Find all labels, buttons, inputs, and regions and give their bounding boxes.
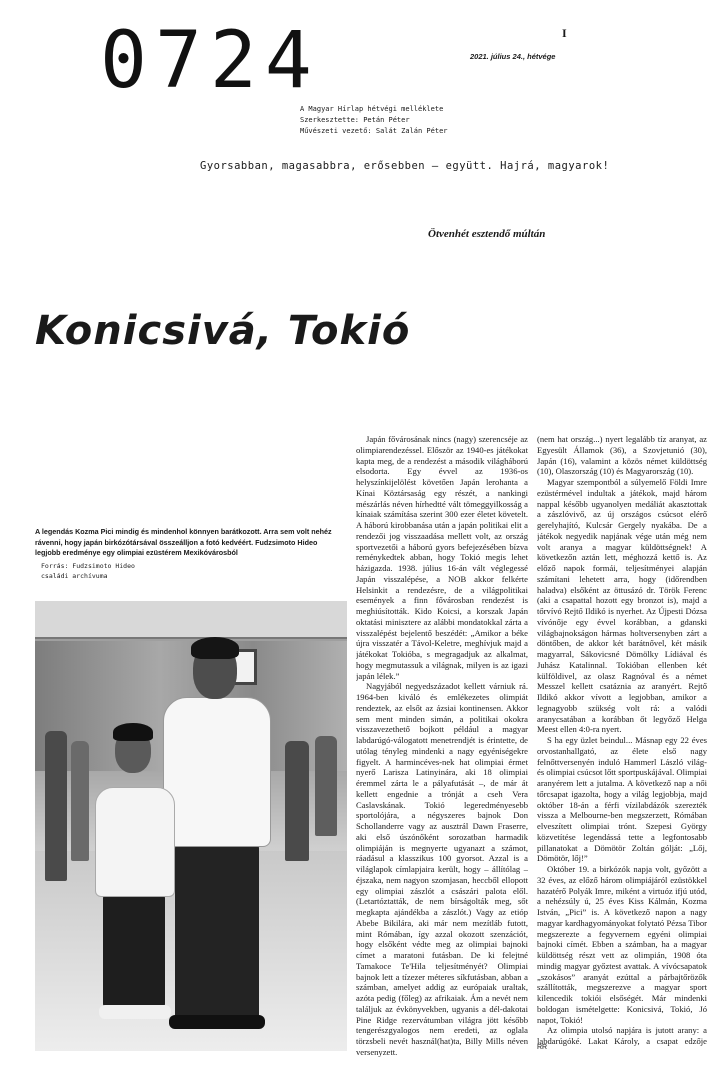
article-paragraph: [356, 1058, 528, 1060]
photo-tall-man-hair: [191, 637, 239, 659]
photo-background-figure: [71, 741, 89, 861]
article-paragraph: Magyar szempontból a súlyemelő Földi Imre ezüstérmével indultak a játékok, majd három nappal később ugyanolyen medáliát akasztottak a zászlóvivő, az új országos csúcsot elérő gerelyhajító, Kulcsár Gergely nyakába. De a játékok negyedik napjának vége után még nem volt aranya a magyar küldöttségnek! A következőn aztán lett, méghozzá kettő is. Az előző napok formái, teljesítményei alapján számítani lehetett arra, hogy (időrendben haladva) elsőként az öttusázó dr. Török Ferenc (aki a csapattal hozott egy bronzot is), majd a tőrvívó Rejtő Ildikó is nyerhet. Az Újpesti Dózsa vívónője egy évvel korábban, a gdanski világbajnokságon hármas holtversenyben zárt a döntőben, de akkor két barátnővel, két másik magyarral, Sákovicsné Dömölky Lídiával és Juhász Katalinnal. Tokióban ellenben két külföldivel, az olasz Ragnóval és a német Messzel kellett csatáznia az aranyért. Rejtő Ildikó akkor vívott a legjobban, amikor a legnagyobb szükség volt rá: a valódi aranycsatában a korábban őt legyőző Helga Meest ellen 4:0-ra nyert.: [537, 477, 707, 735]
credits-publication: A Magyar Hírlap hétvégi melléklete: [300, 105, 444, 113]
article-paragraph: S ha egy üzlet beindul... Másnap egy 22 éves orvostanhallgató, az élete első nagy felnőttversenyén induló Hammerl László világ- és olimpiai csúcsot lőtt sportpuskájával. Olimpiai aranyérem lett a jutalma. A következő nap a női tőrcsapat igazolta, hogy a világ legjobbja, majd október 18-án a férfi vízilabdázók szerezték vissza a Melbourne-ben megszerzett, Rómában elveszített olimpiai trónt. Szepesi György közvetítése legendássá tette a legfontosabb pillanatokat a Dömötör Zoltán gólját: „Lőj, Dömötör, lőj!”: [537, 735, 707, 864]
photo-source: [35, 561, 340, 581]
article-paragraph: Nagyjából negyedszázadot kellett várniuk rá. 1964-ben kiváló és emlékezetes olimpiát rendeztek, az elsőt az ázsiai kontinensen. Akkor sem ment minden simán, a politikai okokra visszavezethető bojkott például a magyar labdarúgó-válogatott menetrendjét is érintette, de utólag tényleg mindenki a nagy egyéniségekre figyelt. A harmincéves-nek hat olimpiai érmet nyerő Larisza Latinyinára, aki 18 olimpiai éremmel zárta le a pályafutását –, de már át kellett engednie a trónját a cseh Vera Caslavskának. Tokió legeredményesebb sportolójára, a négyszeres bajnok Don Schollanderre vagy az ausztrál Dawn Fraserre, aki első úszónőként sorozatban harmadik olimpiáján is megnyerte ugyanazt a számot, ráadásul a klasszikus 100 gyorsot. Azzal is a világlapok címlapjaira került, hogy – állítólag – éjszaka, nem nagyon szomjasan, heccből ellopott egy olimpiai zászlót a császári palota elől. (Letartóztatták, de nem bírságolták meg, sőt megkapta ajándékba a zászlót.) Vagy az etióp Abebe Bikilára, aki már nem mezítláb futott, mint Rómában, így azzal okozott szenzációt, hogy elsőként védte meg az olimpiai bajnoki címet a maratoni futásban. De ki felejtné Tamakoce Te'Hila teljesítményét? Olimpiai bajnok lett a tízezer méteres síkfutásban, abban a számban, amelyet addig az európaiak uraltak, azóta pedig (főleg) az afrikaiak. Ám a nevét nem találjuk az évkönyvekben, ugyanis a dél-dakotai Pine Ridge rezervátumban világra jött később tengerészgyalogos nem eredeti, az oglala törzsbeli nevét használ(hat)ta, Billy Mills néven versenyzett.: [356, 681, 528, 1057]
photo-source-line-1: Forrás: Fudzsimoto Hideo: [41, 561, 135, 570]
article-column-1: [356, 434, 528, 1059]
article-paragraph: Október 19. a birkózók napja volt, győzött a 32 éves, az előző három olimpiájáról ezüstökkel hazatérő Polyák Imre, miként a virtuóz ifjú utód, a nehézsúly ú, 25 éves Kiss Kálmán, Kozma István, „Pici” is. A következő napon a nagy magyar kardhagyományokat folytató Pézsa Tibor megszerezte a fegyvernem egyéni olimpiai bajnoki címét. Ebben a számban, ha a magyar küldöttség részt vett az olimpián, 1908 óta mindig magyar győztest avattak. A vívócsapatok „szokásos” aranyát ezúttal a párbajtőrözők szállították, megszerezve a magyar sport kilencedik tokiói elsőségét. Már mindenki boldogan ismételgette: Konicsivá, Tokió, Jó napot, Tokió!: [537, 864, 707, 1025]
issue-date: 2021. július 24., hétvége: [470, 52, 556, 61]
credits-editor: Szerkesztette: Petán Péter: [300, 116, 410, 124]
photo-tall-man-shirt: [163, 697, 271, 847]
photo-ceiling: [35, 601, 347, 639]
editorial-credits: [300, 104, 448, 137]
photo-background-figure: [45, 731, 67, 881]
article-paragraph: Japán fővárosának nincs (nagy) szerencséje az olimpiarendezéssel. Először az 1940-es játékokat kapta meg, de a rendezést a második világháború elsodorta. Egy évvel az 1936-os helyszínkijelölést követően Japán lerohanta a Kínai Köztársaság egy részét, a nankingi mészárlás néven hírhedtté vált tömeggyilkosság a kínaiak számítása szerint 300 ezer életet követelt. A háború kirobbanása után a japán politikai elit a rendezői jog visszaadása mellett volt, az ország sportvezetői a háború gyors befejezésében bízva reménykedtek abban, hogy Tokió megis lehet házigazda. 1938. július 16-án vált véglegessé Japán visszalépése, a NOB akkor felkérte Helsinkit a rendezésre, de a világpolitikai események a finn fővárosban rendezést is meghiúsították. Kido Koicsi, a korszak Japán oktatási minisztere az alábbi mondatokkal zárta a visszalépést bejelentő beszédét: „Amikor a béke újra visszatér a Távol-Keletre, meghívjuk majd a játékokat Tokióba, s megragadjuk az alkalmat, hogy megmutassuk a világnak, milyen is az igazi japán lélek.”: [356, 434, 528, 681]
photo-short-man-shirt: [95, 787, 175, 897]
page-number: I: [562, 26, 567, 40]
slogan: Gyorsabban, magasabbra, erősebben – együtt. Hajrá, magyarok!: [200, 160, 610, 172]
photo-source-line-2: családi archívuma: [41, 571, 108, 580]
photo-background-figure: [285, 741, 309, 861]
photo-short-man-shoes: [99, 1005, 171, 1019]
article-photo: [35, 601, 347, 1051]
issue-number: 0724: [100, 16, 320, 106]
article-paragraph: Az olimpia utolsó napjára is jutott arany: a labdarúgóké. Lakat Károly, a csapat edzője: [537, 1025, 707, 1046]
article-paragraph: (nem hat ország...) nyert legalább tíz aranyat, az Egyesült Államok (36), a Szovjetunió (30), Japán (16), valamint a közös német küldöttség (10), Olaszország (10) és Magyarország (10).: [537, 434, 707, 477]
photo-background-figure: [315, 736, 337, 836]
photo-tall-man-shoes: [169, 1015, 265, 1029]
caption-text: A legendás Kozma Pici mindig és mindenhol könnyen barátkozott. Arra sem volt nehéz rávenni, hogy japán birkózótársával összeálljon a fotó kedvéért. Fudzsimoto Hideo legjobb eredménye egy olimpiai ezüstérem Mexikóvárosból: [35, 527, 332, 557]
photo-short-man-hair: [113, 723, 153, 741]
article-column-2: [537, 434, 707, 1046]
article-headline: Konicsivá, Tokió: [35, 308, 411, 354]
photo-tall-man-trousers: [175, 845, 259, 1019]
photo-short-man-trousers: [103, 895, 165, 1007]
photo-caption: [35, 527, 340, 581]
author-signoff: RR: [537, 1044, 548, 1051]
credits-art-director: Művészeti vezető: Salát Zalán Péter: [300, 127, 448, 135]
article-kicker: Ötvenhét esztendő múltán: [428, 228, 546, 240]
